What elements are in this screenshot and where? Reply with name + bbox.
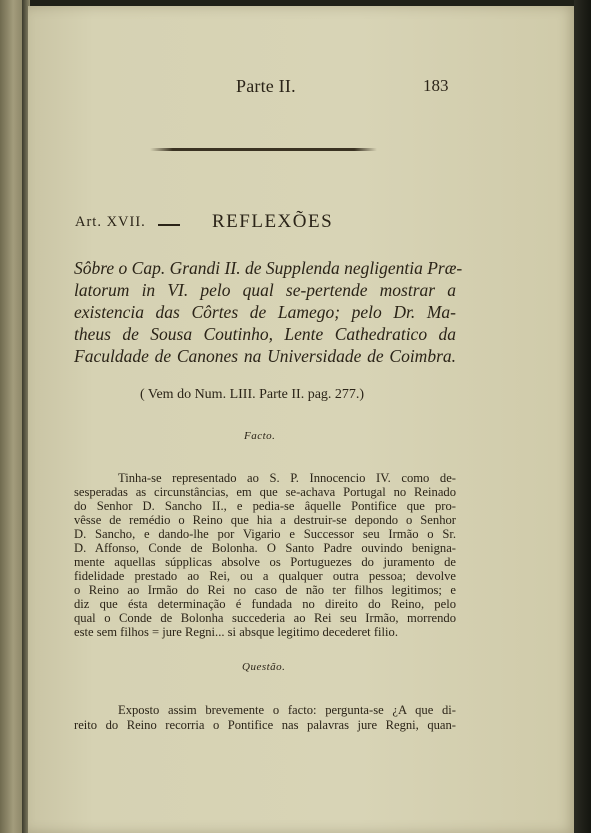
ornamental-rule [150,148,377,151]
subtitle-line: existencia das Côrtes de Lamego; pelo Dr. Ma- [74,302,456,322]
body-line: diz que ésta determinação é fundada no direito do Reino, pelo [74,597,456,611]
body-line: o Reino ao Irmão do Rei no caso de não ter filhos legitimos; e [74,583,456,597]
page-number: 183 [423,76,449,95]
body-line: Exposto assim brevemente o facto: pergunta-se ¿A que di- [118,703,456,717]
body-line: reito do Reino recorria o Pontifice nas palavras jure Regni, quan- [74,718,456,732]
section-title-questao: Questão. [242,661,286,673]
body-line: D. Sancho, e dando-lhe por Vigario e Successor seu Irmão o Sr. [74,527,456,541]
article-heading: REFLEXÕES [212,211,334,232]
facing-page-edge [0,0,24,833]
continuation-note: ( Vem do Num. LIII. Parte II. pag. 277.) [140,387,365,402]
scan-background [574,0,591,833]
body-line: D. Affonso, Conde de Bolonha. O Santo Padre ouvindo benigna- [74,541,456,555]
body-line: este sem filhos = jure Regni... si absque legitimo decederet filio. [74,625,398,639]
subtitle-line: latorum in VI. pelo qual se-pertende mostrar a [74,280,456,300]
article-dash [158,224,180,226]
subtitle-line: theus de Sousa Coutinho, Lente Cathedratico da [74,324,456,344]
body-line: qual o Conde de Bolonha succederia ao Rei seu Irmão, morrendo [74,611,456,625]
section-title-facto: Facto. [244,430,276,442]
subtitle-line: Faculdade de Canones na Universidade de Coimbra. [74,346,456,366]
body-line: vêsse de remédio o Reino que hia a destruir-se depondo o Senhor [74,513,456,527]
article-label: Art. XVII. [75,214,146,230]
body-line: sesperadas as circunstâncias, em que se-achava Portugal no Reinado [74,485,456,499]
body-line: Tinha-se representado ao S. P. Innocencio IV. como de- [118,471,456,485]
body-line: mente aquellas súpplicas absolve os Portuguezes do juramento de [74,555,456,569]
running-head: Parte II. [236,76,296,96]
body-line: fidelidade prestado ao Rei, ou a qualquer outra pessoa; devolve [74,569,456,583]
body-line: do Senhor D. Sancho II., e pedia-se âquelle Pontifice que pro- [74,499,456,513]
subtitle-line: Sôbre o Cap. Grandi II. de Supplenda negligentia Præ- [74,258,463,278]
